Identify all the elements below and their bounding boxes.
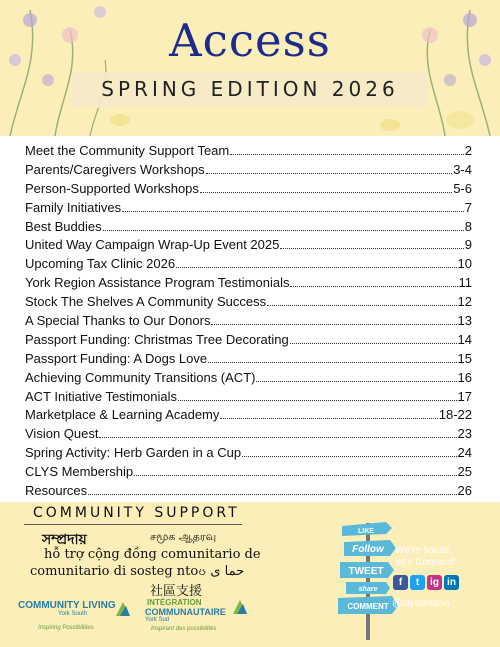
- toc-entry-page: 5-6: [453, 180, 472, 196]
- translation-vietnamese: hỗ trợ cộng đồng comunitario de: [44, 547, 261, 562]
- toc-dot-leader: [256, 380, 456, 382]
- toc-entry[interactable]: [25, 256, 472, 275]
- table-of-contents: [25, 143, 472, 502]
- toc-entry-page: 18-22: [438, 407, 472, 423]
- toc-entry-title: A Special Thanks to Our Donors: [25, 313, 211, 329]
- toc-entry[interactable]: [25, 351, 472, 370]
- toc-dot-leader: [134, 474, 456, 476]
- heading-divider: [24, 524, 242, 525]
- social-signpost: [338, 518, 398, 640]
- toc-dot-leader: [242, 455, 456, 457]
- toc-entry-page: 26: [457, 483, 472, 499]
- toc-entry[interactable]: [25, 313, 472, 332]
- toc-entry-page: 10: [457, 256, 472, 272]
- newsletter-title: Access: [169, 14, 331, 67]
- toc-dot-leader: [99, 436, 456, 438]
- toc-entry-title: ACT Initiative Testimonials: [25, 388, 177, 404]
- toc-dot-leader: [103, 229, 464, 231]
- toc-dot-leader: [290, 285, 457, 287]
- translation-bengali: সম্প্রদায়: [42, 532, 87, 548]
- integration-mark-icon: [231, 598, 249, 616]
- toc-entry[interactable]: [25, 143, 472, 162]
- instagram-icon[interactable]: ig: [427, 575, 442, 590]
- facebook-icon[interactable]: f: [393, 575, 408, 590]
- toc-entry[interactable]: [25, 181, 472, 200]
- toc-entry-title: Upcoming Tax Clinic 2026: [25, 256, 176, 272]
- community-support-heading: COMMUNITY SUPPORT: [33, 505, 240, 521]
- toc-entry[interactable]: [25, 407, 472, 426]
- toc-entry-title: Person-Supported Workshops: [25, 180, 199, 196]
- toc-dot-leader: [290, 342, 457, 344]
- translation-italian: comunitario di sosteg ntoၓ حما ی: [30, 564, 245, 579]
- toc-entry[interactable]: [25, 275, 472, 294]
- community-living-name: COMMUNITY LIVING: [18, 600, 116, 611]
- toc-entry[interactable]: [25, 332, 472, 351]
- twitter-icon[interactable]: t: [410, 575, 425, 590]
- toc-entry-page: 9: [464, 237, 472, 253]
- toc-entry-title: CLYS Membership: [25, 464, 134, 480]
- toc-entry-title: Meet the Community Support Team: [25, 143, 230, 158]
- toc-entry-title: Passport Funding: A Dogs Love: [25, 350, 208, 366]
- toc-entry-title: Achieving Community Transitions (ACT): [25, 369, 256, 385]
- toc-entry[interactable]: [25, 426, 472, 445]
- toc-entry[interactable]: [25, 445, 472, 464]
- toc-entry-page: 8: [464, 218, 472, 234]
- toc-dot-leader: [122, 210, 464, 212]
- translation-tamil: சமூக ஆதரவு: [150, 530, 217, 543]
- toc-dot-leader: [208, 361, 456, 363]
- toc-entry-page: 23: [457, 426, 472, 442]
- social-text: [395, 545, 455, 569]
- integration-line-1: INTÉGRATION: [147, 598, 202, 607]
- community-living-logo: [18, 600, 133, 636]
- social-text-line-2: let's Connect!: [395, 557, 456, 568]
- toc-entry[interactable]: [25, 237, 472, 256]
- toc-entry-page: 12: [457, 294, 472, 310]
- signpost-share: share: [358, 586, 378, 593]
- toc-dot-leader: [206, 172, 453, 174]
- toc-entry-page: 14: [457, 331, 472, 347]
- toc-entry-title: Marketplace & Learning Academy: [25, 407, 220, 423]
- toc-entry[interactable]: [25, 389, 472, 408]
- toc-dot-leader: [176, 266, 456, 268]
- linkedin-icon[interactable]: in: [444, 575, 459, 590]
- toc-entry-page: 7: [464, 199, 472, 215]
- toc-entry[interactable]: [25, 200, 472, 219]
- social-text-line-1: We're social,: [395, 545, 452, 556]
- toc-dot-leader: [88, 493, 456, 495]
- toc-entry-title: Parents/Caregivers Workshops: [25, 161, 205, 177]
- toc-entry-page: 25: [457, 464, 472, 480]
- toc-entry-title: Spring Activity: Herb Garden in a Cup: [25, 445, 242, 461]
- integration-tagline: Inspirant des possibilités: [151, 626, 217, 632]
- toc-entry[interactable]: [25, 219, 472, 238]
- community-living-mark-icon: [114, 600, 132, 618]
- toc-entry-page: 2: [464, 143, 472, 158]
- toc-entry[interactable]: [25, 294, 472, 313]
- signpost-like: LIKE: [358, 528, 374, 535]
- toc-entry-title: Resources: [25, 483, 88, 499]
- toc-entry-title: Passport Funding: Christmas Tree Decorating: [25, 331, 289, 347]
- toc-dot-leader: [230, 153, 464, 155]
- signpost-follow: Follow: [352, 544, 384, 555]
- translation-chinese: 社區支援: [150, 584, 203, 599]
- community-living-region: York South: [58, 611, 88, 617]
- toc-dot-leader: [200, 191, 452, 193]
- community-living-tagline: Inspiring Possibilities: [38, 625, 94, 631]
- toc-entry-page: 24: [457, 445, 472, 461]
- toc-entry-page: 16: [457, 369, 472, 385]
- toc-entry-page: 15: [457, 350, 472, 366]
- toc-entry[interactable]: [25, 370, 472, 389]
- toc-entry-page: 17: [457, 388, 472, 404]
- toc-dot-leader: [178, 399, 457, 401]
- toc-entry[interactable]: [25, 162, 472, 181]
- integration-region: York Sud: [145, 617, 170, 623]
- toc-entry-title: Vision Quest: [25, 426, 99, 442]
- toc-entry[interactable]: [25, 483, 472, 502]
- social-icons: [393, 575, 459, 590]
- edition-subtitle: SPRING EDITION 2026: [101, 77, 399, 101]
- toc-dot-leader: [267, 304, 456, 306]
- social-handle: @clysontario: [392, 598, 450, 609]
- toc-dot-leader: [211, 323, 456, 325]
- toc-dot-leader: [220, 417, 437, 419]
- toc-dot-leader: [280, 247, 463, 249]
- toc-entry-page: 11: [458, 275, 472, 291]
- signpost-comment: COMMENT: [347, 602, 389, 611]
- toc-entry[interactable]: [25, 464, 472, 483]
- toc-entry-title: Family Initiatives: [25, 199, 122, 215]
- toc-entry-page: 3-4: [453, 161, 472, 177]
- integration-communautaire-logo: [145, 598, 255, 636]
- toc-entry-page: 13: [457, 313, 472, 329]
- integration-line-2: COMMUNAUTAIRE: [145, 607, 226, 617]
- toc-entry-title: Stock The Shelves A Community Success: [25, 294, 267, 310]
- toc-entry-title: York Region Assistance Program Testimonials: [25, 275, 290, 291]
- signpost-tweet: TWEET: [348, 566, 384, 577]
- toc-entry-title: Best Buddies: [25, 218, 102, 234]
- toc-entry-title: United Way Campaign Wrap-Up Event 2025: [25, 237, 280, 253]
